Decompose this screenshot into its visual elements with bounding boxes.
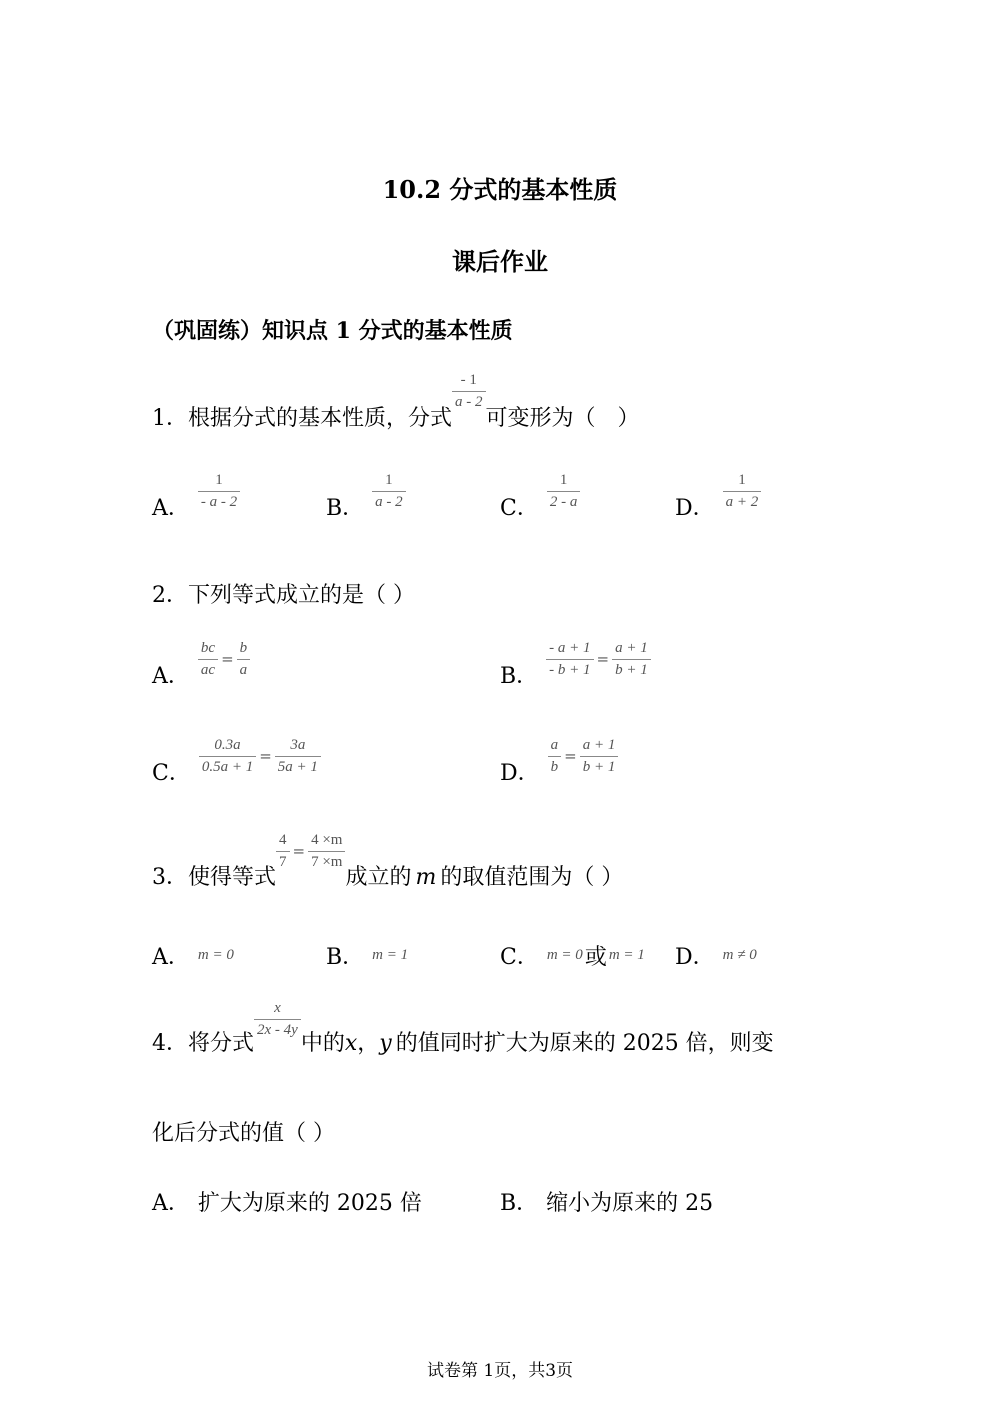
page-footer: 试卷第 1页，共3页 [426, 1361, 574, 1381]
q4-option-b[interactable] [500, 1186, 713, 1217]
fraction-denominator: b + 1 [612, 659, 651, 679]
fraction-numerator: a [550, 737, 559, 753]
equals-sign: = [221, 650, 234, 668]
option-label: D． [500, 760, 540, 786]
question-3-prefix: 3．使得等式 [152, 865, 276, 890]
fraction-denominator: 7 ×m [308, 851, 345, 871]
left-fraction [198, 640, 218, 678]
q4-option-a[interactable] [152, 1186, 422, 1217]
equals-sign: = [292, 842, 306, 860]
q2-option-d[interactable] [500, 737, 618, 786]
question-4-comma: ， [357, 1031, 380, 1056]
option-label: B． [500, 1191, 539, 1216]
left-fraction [199, 737, 256, 775]
fraction-numerator: 1 [385, 472, 393, 488]
fraction-numerator: 1 [559, 472, 568, 488]
variable-m: m [415, 865, 437, 890]
option-label: B． [500, 663, 539, 689]
question-4-prefix: 4．将分式 [152, 1031, 254, 1056]
right-fraction [612, 640, 651, 678]
equals-sign: = [564, 747, 577, 765]
section-heading: （巩固练）知识点 1 分式的基本性质 [152, 318, 513, 344]
fraction-denominator: a [237, 659, 251, 679]
option-expression: m = 0 [197, 947, 234, 963]
option-fraction [547, 472, 581, 510]
option-label: B． [326, 945, 365, 970]
right-fraction [580, 737, 619, 775]
fraction-denominator: 7 [276, 851, 290, 871]
right-fraction [308, 832, 345, 870]
fraction-denominator: 5a + 1 [275, 756, 321, 776]
question-1-fraction [452, 372, 486, 410]
option-label: D． [675, 945, 715, 970]
option-fraction [723, 472, 762, 510]
fraction-numerator: x [274, 1000, 281, 1016]
question-1-prefix: 1．根据分式的基本性质，分式 [152, 406, 452, 431]
option-label: A． [152, 663, 190, 689]
option-label: A． [152, 945, 190, 970]
q1-option-d[interactable] [675, 472, 761, 521]
fraction-numerator: 3a [290, 737, 306, 753]
question-3-text: 的取值范围为（ ） [440, 865, 624, 890]
question-4-line-2: 化后分式的值（ ） [152, 1121, 335, 1146]
fraction-denominator: b + 1 [580, 756, 619, 776]
option-label: D． [675, 495, 715, 521]
q1-option-a[interactable] [152, 472, 240, 521]
option-connector: 或 [584, 945, 607, 970]
question-4 [152, 1000, 774, 1056]
q2-option-b[interactable] [500, 640, 651, 689]
fraction-denominator: 2 - a [547, 491, 581, 511]
q2-option-c[interactable] [152, 737, 321, 786]
q3-option-c[interactable] [500, 940, 645, 971]
question-2: 2．下列等式成立的是（ ） [152, 583, 415, 608]
fraction-numerator: 1 [738, 472, 746, 488]
option-text: 扩大为原来的 2025 倍 [197, 1191, 422, 1216]
variable-y: y [379, 1031, 392, 1056]
option-label: A． [152, 495, 190, 521]
option-fraction [372, 472, 406, 510]
option-expression: m = 1 [608, 947, 645, 963]
option-expression: m = 1 [372, 947, 409, 963]
left-fraction [548, 737, 562, 775]
q1-option-c[interactable] [500, 472, 580, 521]
fraction-numerator: 0.3a [214, 737, 241, 753]
q2-option-a[interactable] [152, 640, 250, 689]
question-4-fraction [254, 1000, 301, 1038]
option-label: C． [500, 945, 539, 970]
fraction-numerator: bc [200, 640, 216, 656]
question-4-text: 的值同时扩大为原来的 2025 倍，则变 [395, 1031, 774, 1056]
fraction-numerator: a + 1 [615, 640, 648, 656]
fraction-denominator: a - 2 [372, 491, 406, 511]
fraction-denominator: b [548, 756, 562, 776]
option-label: A． [152, 1191, 190, 1216]
fraction-denominator: - a - 2 [198, 491, 240, 511]
fraction-numerator: a + 1 [582, 737, 616, 753]
fraction-denominator: ac [198, 659, 218, 679]
fraction-denominator: - b + 1 [546, 659, 593, 679]
fraction-numerator: 4 [279, 832, 287, 848]
equals-sign: = [596, 650, 610, 668]
option-label: B． [326, 495, 365, 521]
left-fraction [276, 832, 290, 870]
fraction-denominator: a + 2 [723, 491, 762, 511]
fraction-denominator: 0.5a + 1 [199, 756, 256, 776]
q3-option-d[interactable] [675, 940, 757, 971]
option-expression: m = 0 [546, 947, 583, 963]
variable-x: x [344, 1031, 358, 1056]
q3-option-a[interactable] [152, 940, 234, 971]
q3-option-b[interactable] [326, 940, 408, 971]
option-label: C． [500, 495, 539, 521]
fraction-denominator: 2x - 4y [254, 1019, 301, 1039]
option-fraction [198, 472, 240, 510]
equals-sign: = [259, 747, 272, 765]
option-expression: m ≠ 0 [722, 947, 757, 963]
page-subtitle: 课后作业 [452, 247, 548, 276]
fraction-denominator: a - 2 [452, 391, 486, 411]
right-fraction [275, 737, 321, 775]
question-1-suffix: 可变形为（ ） [485, 406, 640, 431]
fraction-numerator: - 1 [460, 372, 477, 388]
q1-option-b[interactable] [326, 472, 406, 521]
right-fraction [237, 640, 251, 678]
fraction-numerator: 1 [215, 472, 223, 488]
page-title: 10.2 分式的基本性质 [382, 175, 618, 204]
question-1 [152, 372, 640, 431]
question-3 [152, 832, 624, 890]
fraction-numerator: b [239, 640, 248, 656]
option-label: C． [152, 760, 191, 786]
question-4-text: 中的 [300, 1031, 345, 1056]
option-text: 缩小为原来的 25 [546, 1191, 714, 1216]
fraction-numerator: - a + 1 [549, 640, 591, 656]
fraction-numerator: 4 ×m [311, 832, 343, 848]
question-3-text: 成立的 [345, 865, 412, 890]
left-fraction [546, 640, 593, 678]
